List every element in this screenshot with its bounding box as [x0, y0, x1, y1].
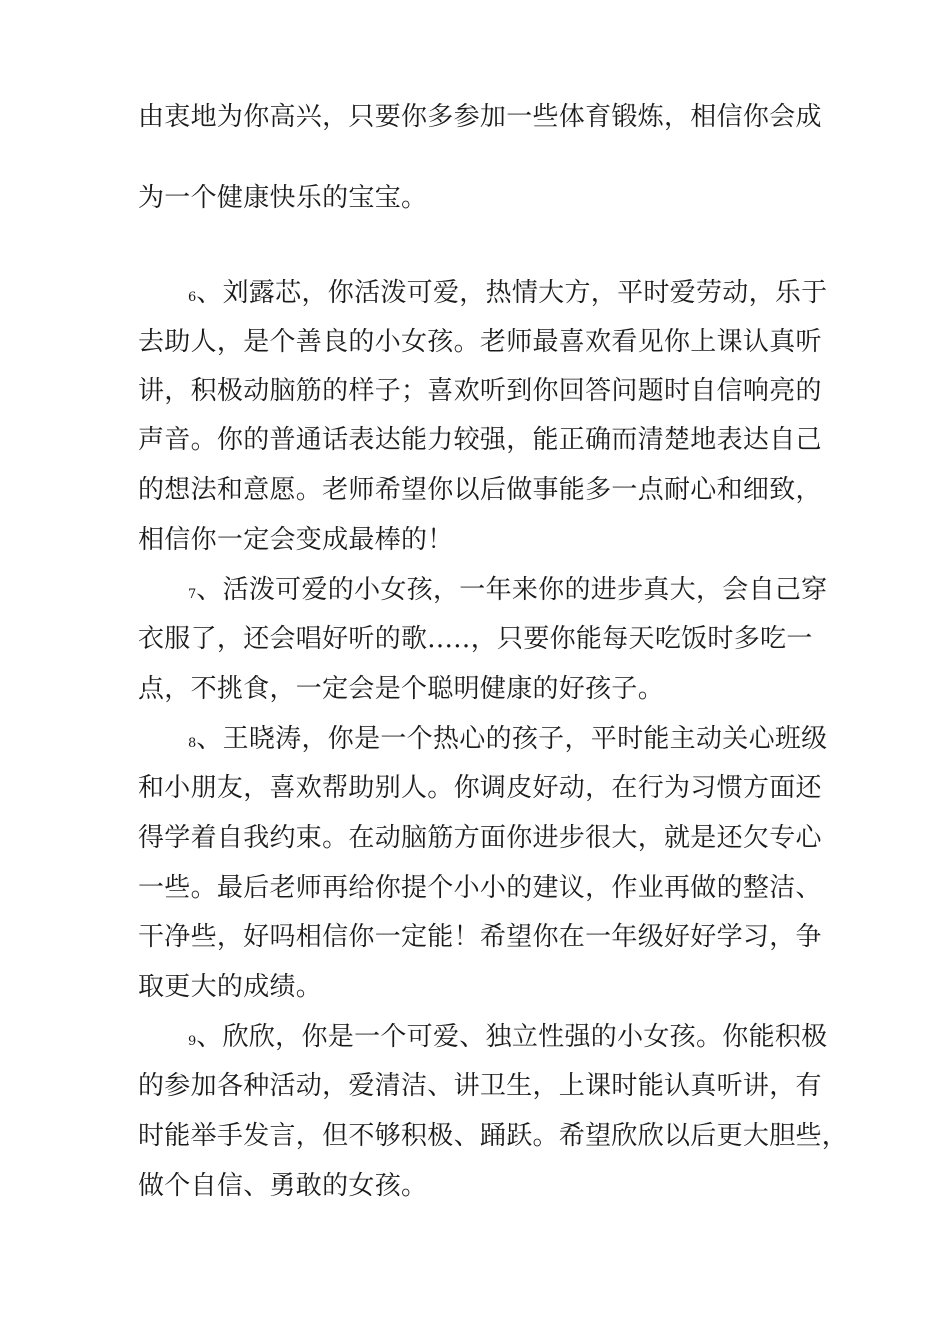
paragraph-8-line-6: 取更大的成绩。 [138, 972, 323, 1002]
paragraph-9-line-2: 的参加各种活动，爱清洁、讲卫生，上课时能认真听讲，有 [138, 1071, 822, 1101]
item-number-8: 8 [188, 736, 197, 751]
paragraph-6-line-1: 6、刘露芯，你活泼可爱，热情大方，平时爱劳动，乐于 [188, 278, 828, 308]
paragraph-9-line-4: 做个自信、勇敢的女孩。 [138, 1171, 428, 1201]
paragraph-6-line-4: 声音。你的普通话表达能力较强，能正确而清楚地表达自己 [138, 425, 822, 455]
item-number-7: 7 [188, 587, 197, 602]
paragraph-7-line-1: 7、活泼可爱的小女孩，一年来你的进步真大，会自己穿 [188, 575, 828, 605]
intro-line-2: 为一个健康快乐的宝宝。 [138, 183, 428, 213]
paragraph-6-line-3: 讲，积极动脑筋的样子；喜欢听到你回答问题时自信响亮的 [138, 376, 822, 406]
paragraph-8-line-1: 8、王晓涛，你是一个热心的孩子，平时能主动关心班级 [188, 724, 828, 754]
paragraph-9-line-3: 时能举手发言，但不够积极、踊跃。希望欣欣以后更大胆些， [138, 1121, 849, 1151]
paragraph-9-line-1: 9、欣欣，你是一个可爱、独立性强的小女孩。你能积极 [188, 1022, 828, 1052]
intro-line-1: 由衷地为你高兴，只要你多参加一些体育锻炼，相信你会成 [138, 102, 822, 132]
item-number-6: 6 [188, 290, 197, 305]
paragraph-7-line-2: 衣服了，还会唱好听的歌..…，只要你能每天吃饭时多吃一 [138, 624, 813, 654]
paragraph-7-line-3: 点，不挑食，一定会是个聪明健康的好孩子。 [138, 674, 665, 704]
paragraph-8-line-3: 得学着自我约束。在动脑筋方面你进步很大，就是还欠专心 [138, 823, 822, 853]
paragraph-8-line-5: 干净些，好吗相信你一定能！希望你在一年级好好学习，争 [138, 922, 822, 952]
paragraph-8-line-4: 一些。最后老师再给你提个小小的建议，作业再做的整洁、 [138, 873, 822, 903]
paragraph-6-line-6: 相信你一定会变成最棒的！ [138, 525, 454, 555]
paragraph-6-line-5: 的想法和意愿。老师希望你以后做事能多一点耐心和细致， [138, 475, 822, 505]
item-number-9: 9 [188, 1034, 197, 1049]
paragraph-6-line-2: 去助人，是个善良的小女孩。老师最喜欢看见你上课认真听 [138, 327, 822, 357]
paragraph-8-line-2: 和小朋友，喜欢帮助别人。你调皮好动，在行为习惯方面还 [138, 773, 822, 803]
